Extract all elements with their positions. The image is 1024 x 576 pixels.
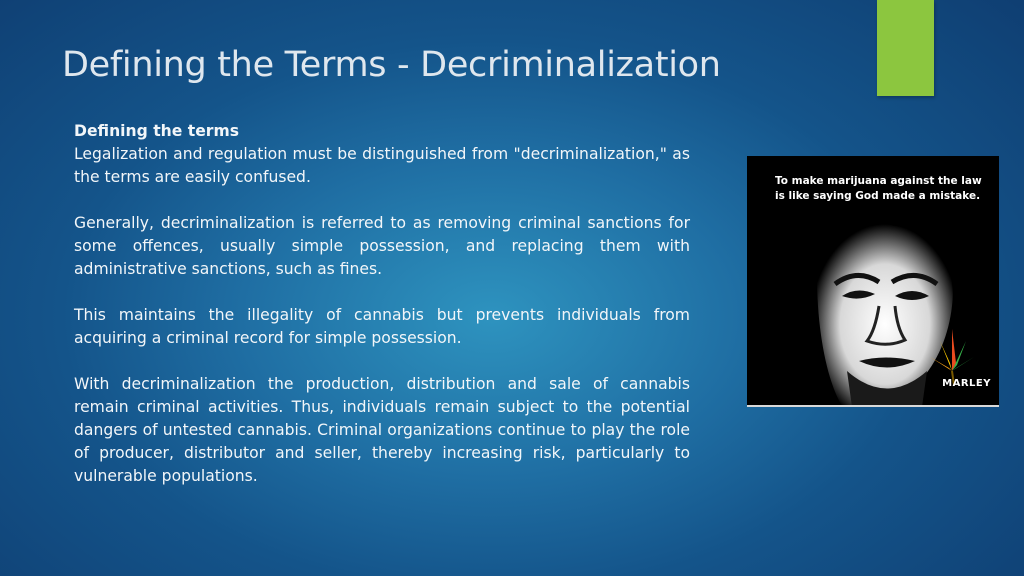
paragraph-2: Generally, decriminalization is referred to as removing criminal sanctions for some offences, usually simple possession, and replacing them with administrative sanctions, such as fines. [74,214,690,278]
content-body [74,120,690,511]
accent-bar [877,0,934,96]
signature-text: MARLEY [942,378,991,389]
paragraph-3: This maintains the illegality of cannabis but prevents individuals from acquiring a criminal record for simple possession. [74,306,690,347]
paragraph-1-text: Legalization and regulation must be distinguished from "decriminalization," as the terms are easily confused. [74,145,690,186]
quote-image [747,156,999,407]
paragraph-1 [74,120,690,189]
quote-text: To make marijuana against the law is like saying God made a mistake. [775,175,982,202]
content-heading: Defining the terms [74,122,240,140]
slide-title: Defining the Terms - Decriminalization [62,45,721,85]
paragraph-4: With decriminalization the production, distribution and sale of cannabis remain criminal activities. Thus, individuals remain subject to the potential dangers of untested cannabis. Criminal organizations continue to play the role of producer, distributor and seller, thereby increasing risk, particularly to vulnerable populations. [74,375,690,485]
